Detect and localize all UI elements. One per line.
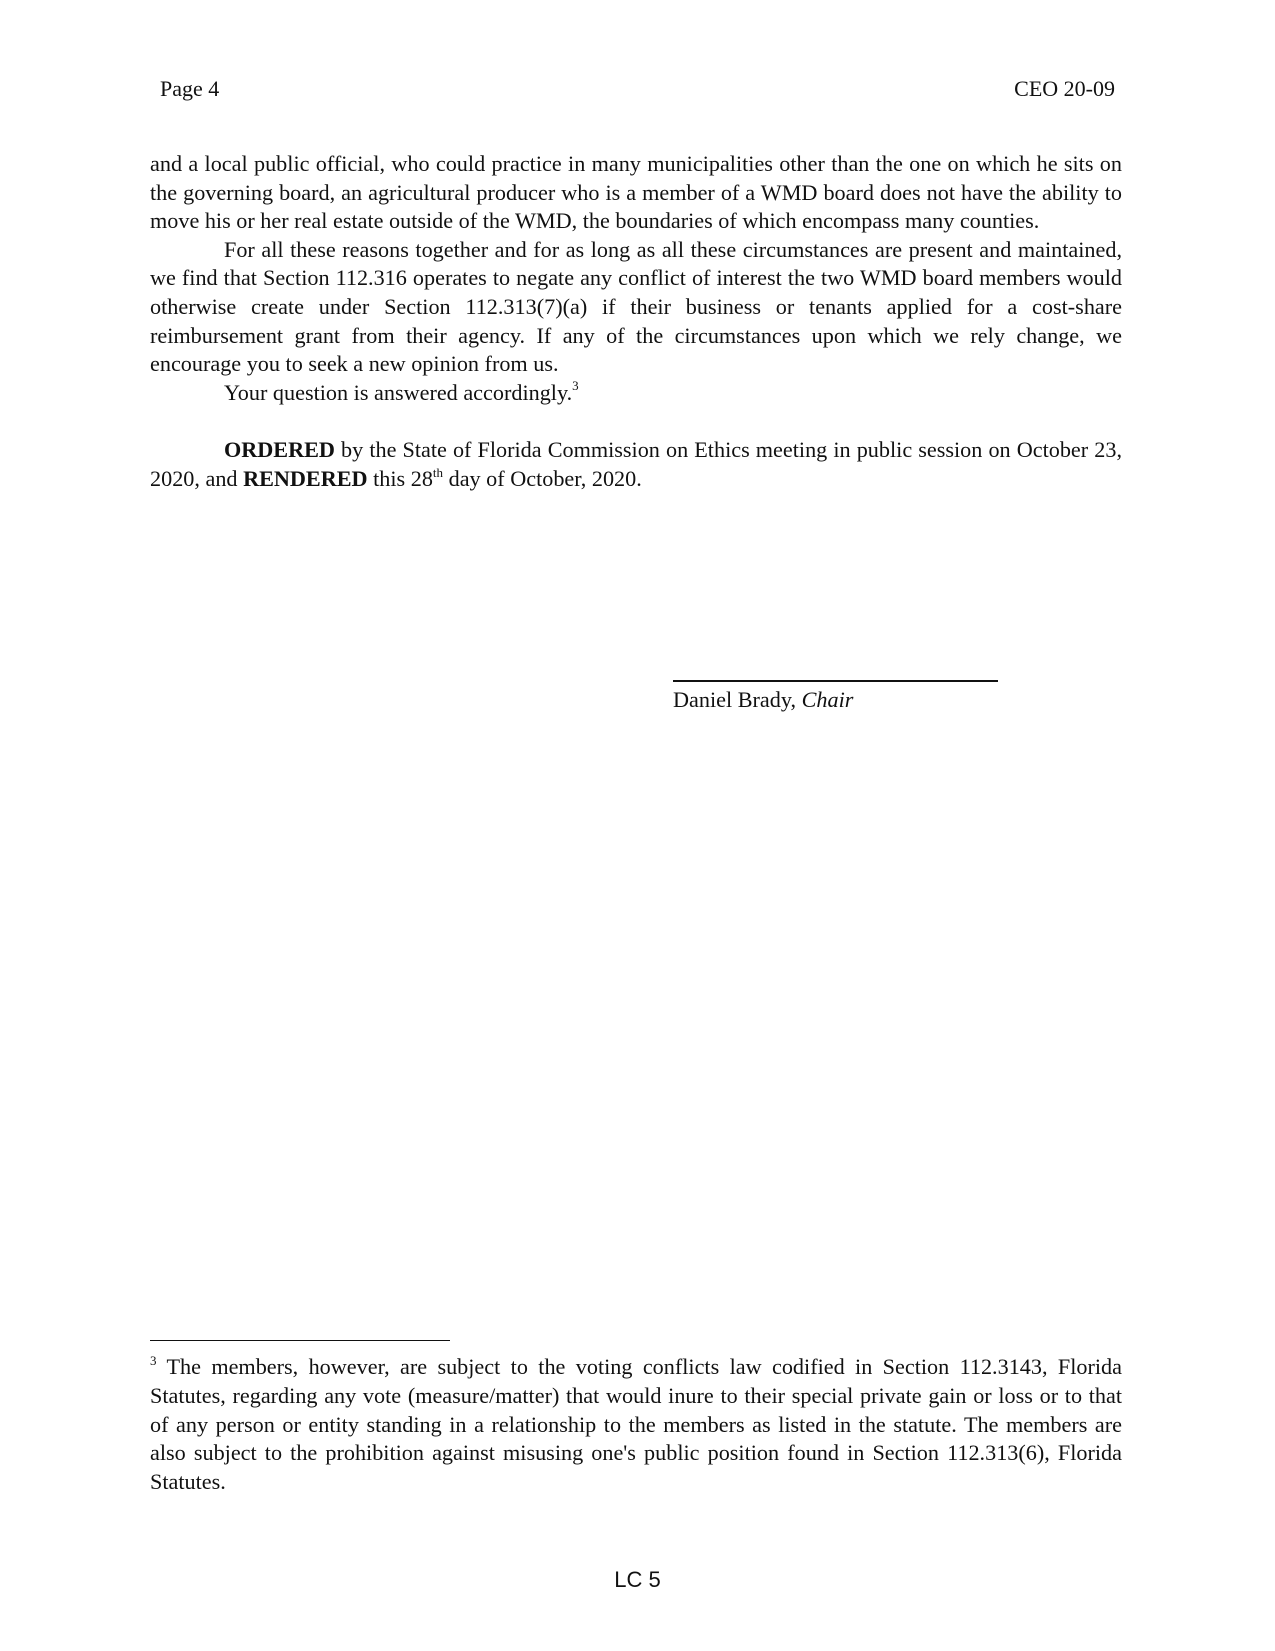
signer-title: Chair: [801, 687, 854, 712]
paragraph-answer: [150, 379, 1122, 408]
page-header: [160, 74, 1115, 104]
order-text-c: day of October, 2020.: [443, 465, 642, 491]
footnote-divider: [150, 1340, 450, 1341]
footnote-text: The members, however, are subject to the voting conflicts law codified in Section 112.3143, Florida Statutes, regarding any vote (measure/matter) that would inure to their special private gain or loss or to that of any person or entity standing in a relationship to the members as listed in the statute. The members are also subject to the prohibition against misusing one's public position found in Section 112.313(6), Florida Statutes.: [150, 1354, 1122, 1495]
signature-block: [673, 680, 998, 714]
footer-label: LC 5: [614, 1567, 661, 1592]
footnote-reference: 3: [572, 378, 579, 394]
order-paragraph: [150, 436, 1122, 493]
page-footer: [0, 1566, 1275, 1594]
paragraph-continuation: and a local public official, who could practice in many municipalities other than the one on which he sits on the governing board, an agricultural producer who is a member of a WMD board does not have the ability to move his or her real estate outside of the WMD, the boundaries of which encompass many counties.: [150, 151, 1122, 234]
document-id: CEO 20-09: [1014, 76, 1115, 101]
order-text-b: this 28: [367, 465, 433, 491]
footnote: [150, 1353, 1122, 1497]
answer-text: Your question is answered accordingly.: [224, 379, 573, 405]
rendered-keyword: RENDERED: [243, 465, 368, 491]
ordered-keyword: ORDERED: [224, 437, 335, 463]
footnote-number: 3: [150, 1352, 157, 1368]
order-text-a: by the State of Florida Commission on Ethics meeting in public session on October 23, 2020, and: [150, 437, 1122, 491]
footnote-paragraph: [150, 1353, 1122, 1497]
body-text: [150, 150, 1122, 494]
paragraph-findings: For all these reasons together and for as long as all these circumstances are present and maintained, we find that Section 112.316 operates to negate any conflict of interest the two WMD board members would otherwise create under Section 112.313(7)(a) if their business or tenants applied for a cost-share reimbursement grant from their agency. If any of the circumstances upon which we rely change, we encourage you to seek a new opinion from us.: [150, 236, 1122, 377]
page-number: Page 4: [160, 76, 220, 101]
signature-line: [673, 680, 998, 682]
ordinal-suffix: th: [432, 464, 444, 480]
signer-name: Daniel Brady,: [673, 687, 802, 712]
